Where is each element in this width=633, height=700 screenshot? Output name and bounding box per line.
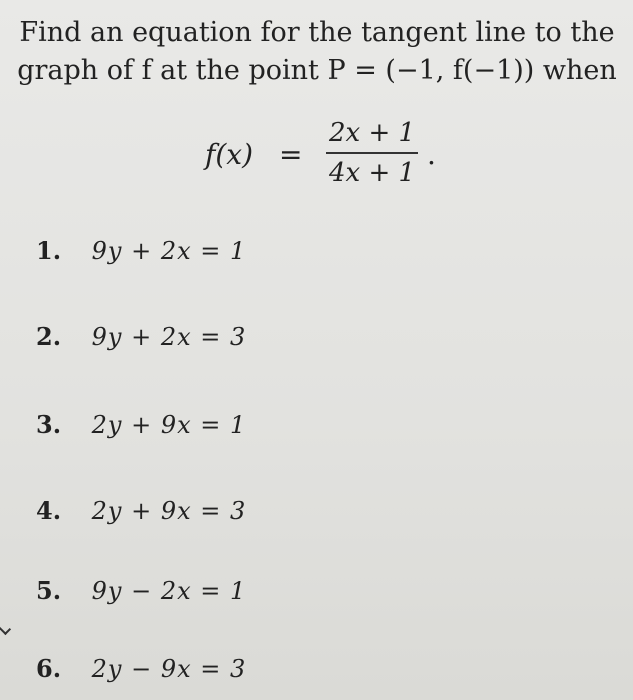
fraction <box>322 116 422 190</box>
choice-number: 4. <box>36 496 62 525</box>
choice-equation: 2y − 9x = 3 <box>91 655 247 683</box>
function-lhs: f(x) <box>205 138 254 171</box>
choice-number: 3. <box>36 410 62 439</box>
equals-sign: = <box>279 138 303 171</box>
choice-equation: 9y + 2x = 1 <box>91 237 247 265</box>
choice-1[interactable] <box>36 236 246 272</box>
choice-equation: 9y + 2x = 3 <box>91 323 247 351</box>
choice-equation: 9y − 2x = 1 <box>91 577 247 605</box>
choice-equation: 2y + 9x = 1 <box>91 411 247 439</box>
margin-tick-mark <box>0 621 11 635</box>
choice-3[interactable] <box>36 410 246 446</box>
choice-number: 1. <box>36 236 62 265</box>
question-line-2: graph of f at the point P = (−1, f(−1)) when <box>17 55 617 86</box>
choice-number: 2. <box>36 322 62 351</box>
question-line-1: Find an equation for the tangent line to the <box>19 17 615 48</box>
choice-4[interactable] <box>36 496 246 532</box>
function-equation <box>205 116 465 196</box>
choice-number: 6. <box>36 654 62 683</box>
fraction-numerator: 2x + 1 <box>328 118 416 148</box>
fraction-denominator: 4x + 1 <box>328 158 416 188</box>
choice-number: 5. <box>36 576 62 605</box>
choice-5[interactable] <box>36 576 246 612</box>
choice-6[interactable] <box>36 654 246 690</box>
question-text <box>12 14 622 90</box>
choice-2[interactable] <box>36 322 246 358</box>
equation-period: . <box>427 138 436 171</box>
fraction-bar <box>326 152 418 154</box>
choice-equation: 2y + 9x = 3 <box>91 497 247 525</box>
